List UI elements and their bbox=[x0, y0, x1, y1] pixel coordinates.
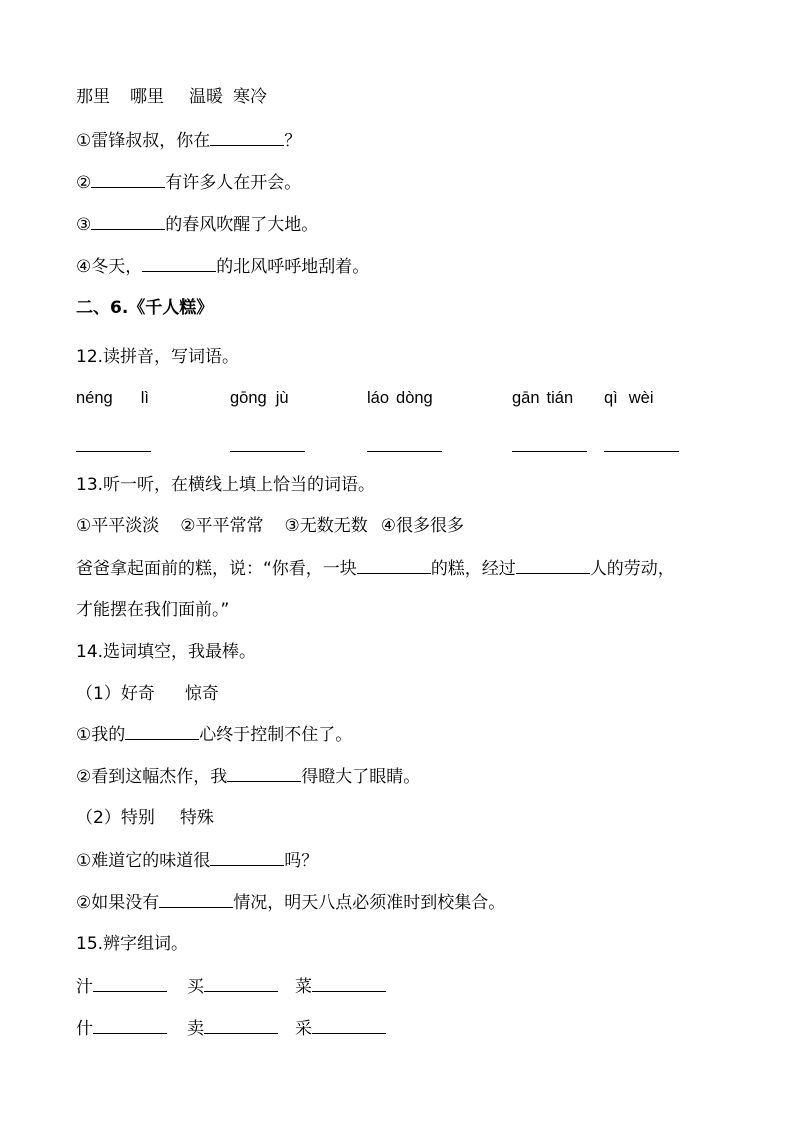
word-bank bbox=[76, 85, 267, 109]
pinyin-item: qì wèi bbox=[604, 389, 654, 407]
question-15-row-2: 什 卖 采 bbox=[76, 1016, 386, 1041]
answer-blank[interactable] bbox=[125, 722, 199, 740]
section-title: 二、6.《千人糕》 bbox=[76, 298, 214, 318]
answer-blank[interactable] bbox=[204, 1016, 278, 1034]
answer-blank[interactable] bbox=[367, 451, 442, 452]
word-option: ②平平常常 bbox=[180, 516, 264, 536]
answer-blank[interactable] bbox=[604, 451, 679, 452]
answer-blank[interactable] bbox=[210, 848, 284, 866]
answer-blank[interactable] bbox=[76, 451, 151, 452]
sentence: ②看到这幅杰作，我 得瞪大了眼睛。 bbox=[76, 764, 420, 789]
answer-blank[interactable] bbox=[142, 254, 216, 272]
word-option: 温暖 bbox=[189, 87, 223, 107]
question-13-passage-line-1: 爸爸拿起面前的糕，说：“你看，一块 的糕，经过 人的劳动， bbox=[76, 556, 675, 581]
answer-blank[interactable] bbox=[91, 212, 165, 230]
question-14-title: 14.选词填空，我最棒。 bbox=[76, 642, 257, 662]
answer-blank[interactable] bbox=[312, 1016, 386, 1034]
answer-blank[interactable] bbox=[312, 974, 386, 992]
sentence: ②如果没有 情况，明天八点必须准时到校集合。 bbox=[76, 890, 505, 915]
sentence-2: ② 有许多人在开会。 bbox=[76, 170, 301, 195]
answer-blank[interactable] bbox=[91, 170, 165, 188]
sentence-1: ①雷锋叔叔，你在 ？ bbox=[76, 128, 301, 153]
word-option: ③无数无数 bbox=[284, 516, 368, 536]
word-option: ①平平淡淡 bbox=[76, 516, 160, 536]
question-15-row-1: 汁 买 菜 bbox=[76, 974, 386, 999]
answer-blank[interactable] bbox=[227, 764, 301, 782]
answer-blank[interactable] bbox=[210, 128, 284, 146]
question-13-options bbox=[76, 514, 464, 538]
answer-blank[interactable] bbox=[357, 556, 431, 574]
question-15-title: 15.辨字组词。 bbox=[76, 934, 189, 954]
pinyin-item: gōng jù bbox=[230, 389, 289, 407]
pinyin-item: gān tián bbox=[512, 389, 574, 407]
word-option: 那里 bbox=[76, 87, 110, 107]
pinyin-item: láo dòng bbox=[367, 389, 433, 407]
answer-blank[interactable] bbox=[93, 974, 167, 992]
sentence-3: ③ 的春风吹醒了大地。 bbox=[76, 212, 318, 237]
sentence: ①我的 心终于控制不住了。 bbox=[76, 722, 352, 747]
answer-blank[interactable] bbox=[204, 974, 278, 992]
question-14-group-2: （2）特别 特殊 bbox=[76, 808, 214, 828]
answer-blank[interactable] bbox=[230, 451, 305, 452]
question-14-group-1: （1）好奇 惊奇 bbox=[76, 684, 219, 704]
word-option: 寒冷 bbox=[233, 87, 267, 107]
question-13-title: 13.听一听，在横线上填上恰当的词语。 bbox=[76, 475, 376, 495]
word-option: 哪里 bbox=[130, 87, 164, 107]
answer-blank[interactable] bbox=[93, 1016, 167, 1034]
word-option: ④很多很多 bbox=[380, 516, 464, 536]
sentence: ①难道它的味道很 吗？ bbox=[76, 848, 318, 873]
answer-blank[interactable] bbox=[512, 451, 587, 452]
answer-blank[interactable] bbox=[516, 556, 590, 574]
sentence-4: ④冬天， 的北风呼呼地刮着。 bbox=[76, 254, 369, 279]
question-12-title: 12.读拼音，写词语。 bbox=[76, 347, 240, 367]
pinyin-item: néng lì bbox=[76, 389, 149, 407]
answer-blank[interactable] bbox=[159, 890, 233, 908]
question-13-passage-line-2: 才能摆在我们面前。” bbox=[76, 600, 230, 620]
